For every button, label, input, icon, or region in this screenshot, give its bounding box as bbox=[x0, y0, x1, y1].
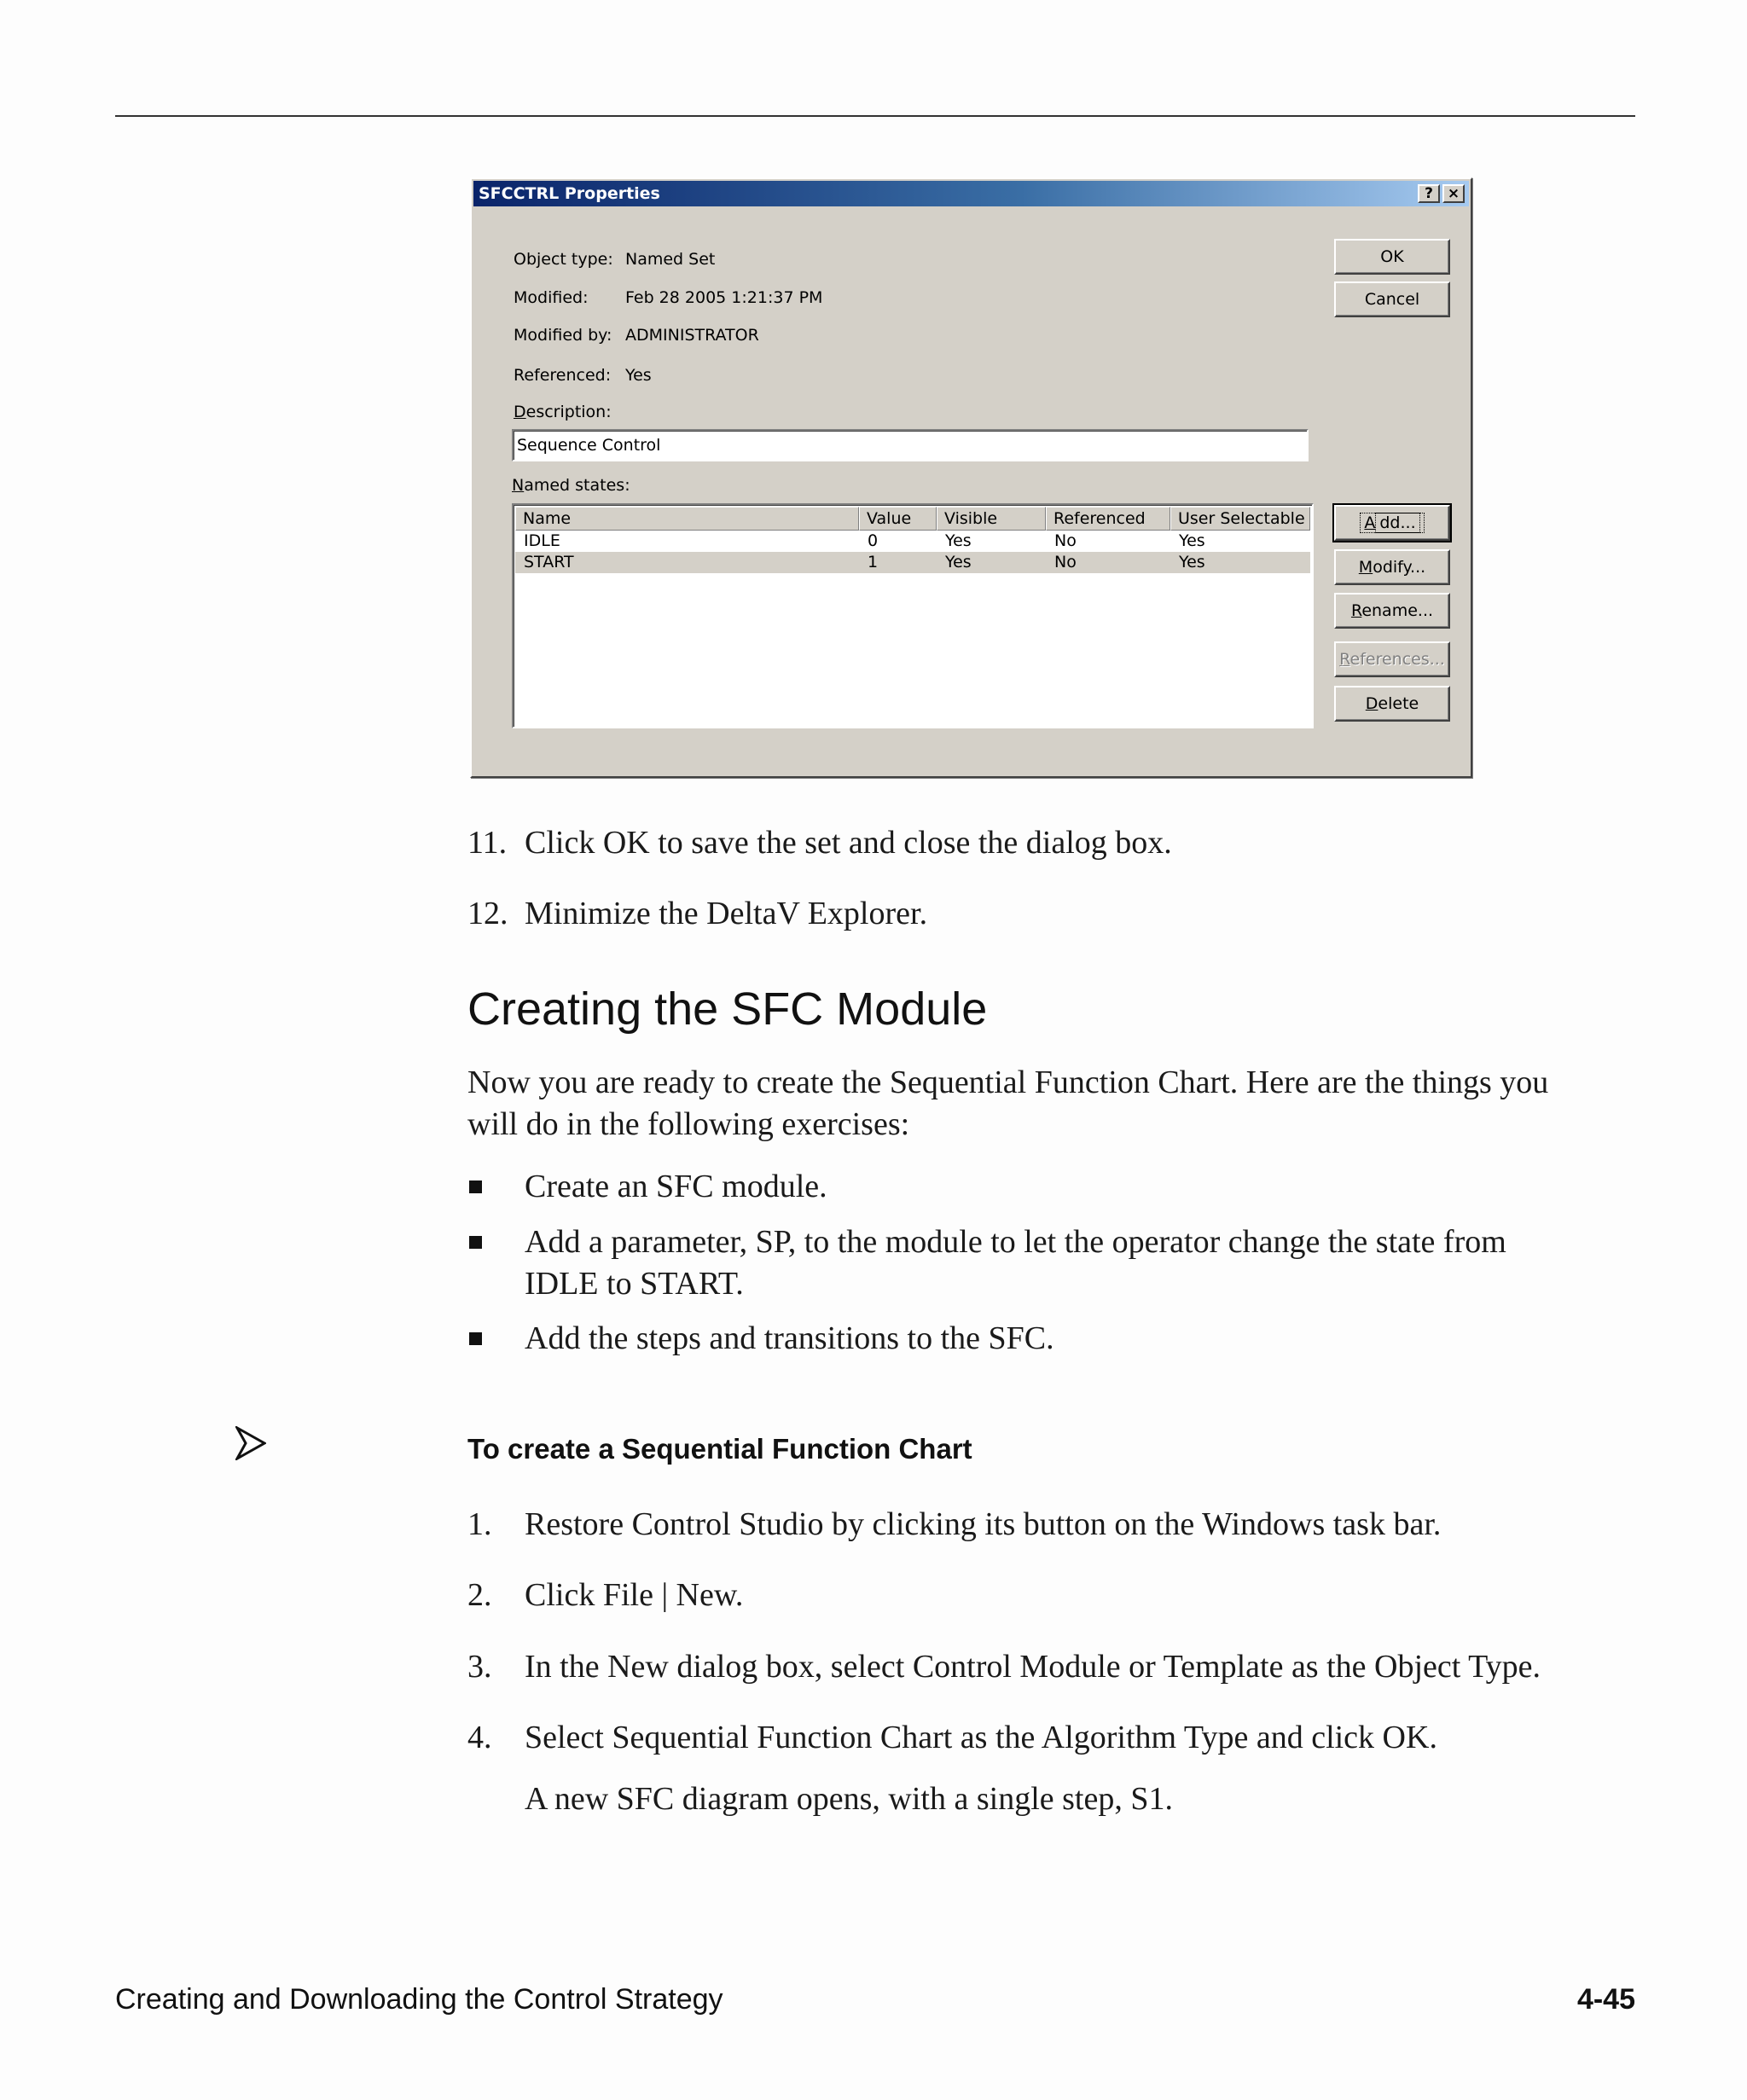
table-row[interactable] bbox=[515, 531, 1310, 552]
footer-page-number: 4-45 bbox=[1576, 1983, 1635, 2016]
named-states-label: Named states: bbox=[512, 476, 630, 495]
intro-line-2: will do in the following exercises: bbox=[467, 1106, 910, 1142]
step-text: Select Sequential Function Chart as the Algorithm Type and click OK. bbox=[525, 1720, 1437, 1755]
cell-user-selectable: Yes bbox=[1179, 553, 1205, 571]
step-number: 3. bbox=[467, 1649, 492, 1685]
step-number: 1. bbox=[467, 1506, 492, 1542]
step-text: Click OK to save the set and close the dialog box. bbox=[525, 825, 1172, 861]
rename-button[interactable]: Rename... bbox=[1334, 593, 1450, 629]
bullet-text: Add a parameter, SP, to the module to let the operator change the state from bbox=[525, 1224, 1506, 1260]
modified-by-label: Modified by: bbox=[514, 326, 612, 345]
footer-chapter-title: Creating and Downloading the Control Strategy bbox=[115, 1983, 723, 2016]
help-button[interactable]: ? bbox=[1418, 184, 1440, 203]
delete-button[interactable]: Delete bbox=[1334, 686, 1450, 722]
references-button[interactable]: References... bbox=[1334, 641, 1450, 677]
step-text: Minimize the DeltaV Explorer. bbox=[525, 896, 928, 931]
description-input[interactable]: Sequence Control bbox=[512, 429, 1309, 461]
step-number: 12. bbox=[467, 896, 508, 931]
column-header-referenced[interactable]: Referenced bbox=[1046, 507, 1170, 531]
cell-value: 1 bbox=[868, 553, 879, 571]
referenced-label: Referenced: bbox=[514, 366, 612, 385]
cell-referenced: No bbox=[1054, 531, 1077, 550]
header-rule bbox=[115, 115, 1635, 117]
ok-button[interactable]: OK bbox=[1334, 239, 1450, 275]
bullet-text: Create an SFC module. bbox=[525, 1169, 827, 1204]
bullet-icon bbox=[469, 1181, 482, 1193]
cell-visible: Yes bbox=[945, 531, 972, 550]
cell-user-selectable: Yes bbox=[1179, 531, 1205, 550]
modified-by-value: ADMINISTRATOR bbox=[625, 326, 759, 345]
list-header bbox=[515, 507, 1310, 531]
cell-value: 0 bbox=[868, 531, 879, 550]
cell-visible: Yes bbox=[945, 553, 972, 571]
column-header-name[interactable]: Name bbox=[515, 507, 859, 531]
column-header-visible[interactable]: Visible bbox=[937, 507, 1046, 531]
procedure-arrow-icon bbox=[235, 1426, 266, 1460]
step-number: 2. bbox=[467, 1577, 492, 1613]
close-button[interactable] bbox=[1442, 184, 1465, 203]
intro-line-1: Now you are ready to create the Sequential Function Chart. Here are the things you bbox=[467, 1065, 1549, 1100]
object-type-value: Named Set bbox=[625, 250, 716, 269]
bullet-icon bbox=[469, 1332, 482, 1345]
column-header-user-selectable[interactable]: User Selectable bbox=[1170, 507, 1310, 531]
description-label: Description: bbox=[514, 403, 612, 421]
object-type-label: Object type: bbox=[514, 250, 613, 269]
step-text: Restore Control Studio by clicking its button on the Windows task bar. bbox=[525, 1506, 1442, 1542]
step-note: A new SFC diagram opens, with a single step, S1. bbox=[525, 1781, 1173, 1817]
modify-button[interactable]: Modify... bbox=[1334, 549, 1450, 585]
close-icon: × bbox=[1447, 185, 1460, 202]
cell-referenced: No bbox=[1054, 553, 1077, 571]
bullet-icon bbox=[469, 1236, 482, 1249]
step-number: 11. bbox=[467, 825, 508, 861]
modified-value: Feb 28 2005 1:21:37 PM bbox=[625, 288, 823, 307]
bullet-text: Add the steps and transitions to the SFC. bbox=[525, 1320, 1054, 1356]
properties-dialog bbox=[470, 177, 1472, 778]
bullet-text-continued: IDLE to START. bbox=[525, 1266, 744, 1302]
referenced-value: Yes bbox=[625, 366, 652, 385]
named-states-list[interactable] bbox=[512, 503, 1314, 728]
cell-name: START bbox=[524, 553, 574, 571]
modified-label: Modified: bbox=[514, 288, 589, 307]
section-heading: Creating the SFC Module bbox=[467, 983, 988, 1035]
cancel-button[interactable]: Cancel bbox=[1334, 281, 1450, 317]
procedure-heading: To create a Sequential Function Chart bbox=[467, 1433, 972, 1465]
cell-name: IDLE bbox=[524, 531, 560, 550]
column-header-value[interactable]: Value bbox=[859, 507, 937, 531]
step-number: 4. bbox=[467, 1720, 492, 1755]
step-text: In the New dialog box, select Control Module or Template as the Object Type. bbox=[525, 1649, 1541, 1685]
dialog-title: SFCCTRL Properties bbox=[479, 184, 660, 203]
dialog-titlebar bbox=[473, 181, 1469, 206]
table-row[interactable] bbox=[515, 552, 1310, 573]
step-text: Click File | New. bbox=[525, 1577, 744, 1613]
add-button[interactable]: A dd... bbox=[1334, 505, 1450, 541]
